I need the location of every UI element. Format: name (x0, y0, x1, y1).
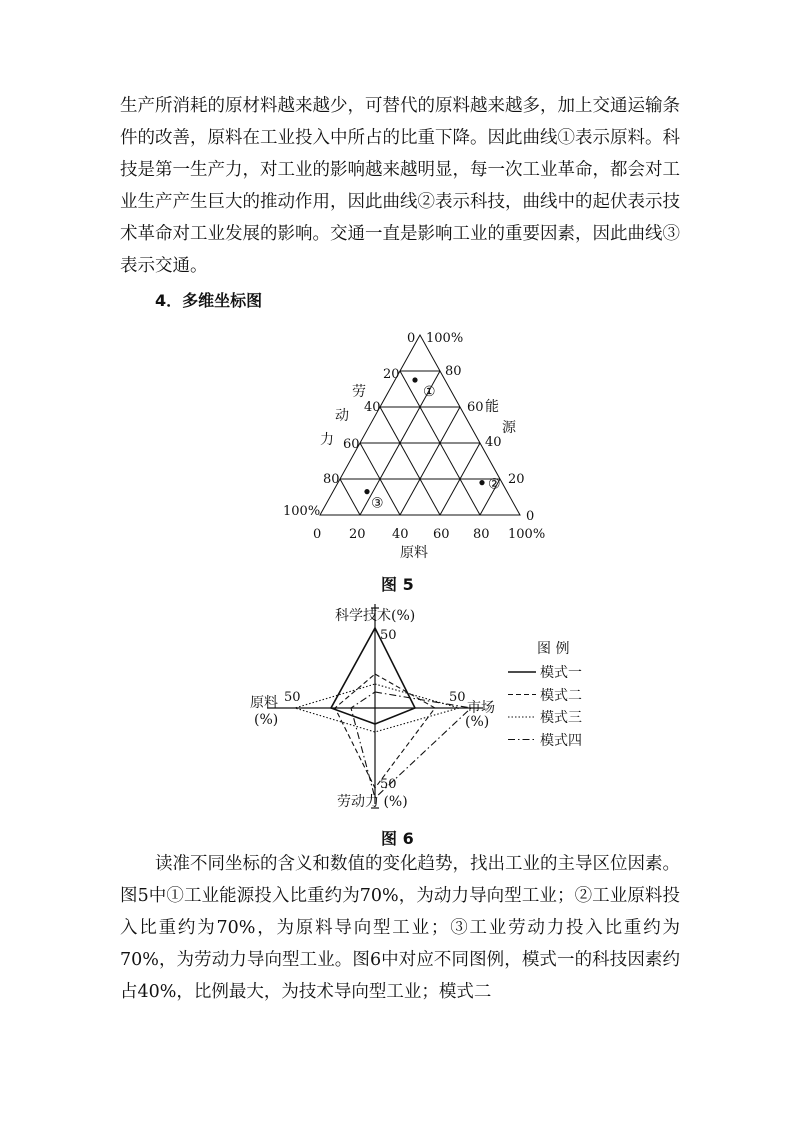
radar-axes (267, 604, 483, 808)
apex-label-100: 100% (426, 331, 464, 346)
legend-label-4: 模式四 (540, 733, 582, 749)
energy-tick-60: 60 (467, 400, 484, 415)
point-2 (479, 480, 484, 485)
point-1 (412, 377, 417, 382)
point-label-3: ③ (371, 495, 384, 512)
legend-title: 图 例 (537, 641, 570, 657)
labor-title-3: 力 (320, 432, 334, 448)
energy-title-1: 能 (485, 399, 499, 415)
axis-left-title-2: (%) (254, 712, 279, 728)
point-3 (364, 489, 369, 494)
axis-bottom-max: 50 (380, 777, 397, 792)
apex-label-zero: 0 (407, 331, 416, 346)
legend-label-2: 模式二 (540, 688, 582, 704)
raw-tick-40: 40 (392, 527, 409, 542)
energy-title-2: 源 (502, 420, 516, 436)
raw-axis-title: 原料 (400, 545, 428, 561)
point-label-2: ② (488, 476, 501, 493)
axis-bottom-title: 劳动力 (%) (337, 794, 408, 810)
raw-tick-0: 0 (313, 527, 322, 542)
axis-right-max: 50 (449, 690, 466, 705)
labor-title-1: 劳 (352, 384, 366, 400)
radar-diagram (240, 600, 610, 822)
energy-tick-40: 40 (485, 435, 502, 450)
grid-line (380, 407, 440, 515)
axis-left-title-1: 原料 (250, 695, 278, 711)
axis-right-title-2: (%) (465, 714, 490, 730)
figure-6-caption: 图 6 (381, 829, 414, 848)
paragraph-2: 读准不同坐标的含义和数值的变化趋势，找出工业的主导区位因素。图5中①工业能源投入比重约为70%，为动力导向型工业；②工业原料投入比重约为70%，为原料导向型工业；③工业劳动力投入比重约为70%，为劳动力导向型工业。图6中对应不同图例，模式一的科技因素约占40%，比例最大，为技术导向型工业；模式二 (120, 854, 680, 1002)
legend-label-3: 模式三 (540, 710, 582, 726)
figure-5-caption: 图 5 (381, 575, 414, 594)
axis-right-title-1: 市场 (467, 700, 495, 716)
legend-label-1: 模式一 (540, 665, 582, 681)
legend (508, 672, 536, 740)
labor-title-2: 动 (335, 408, 349, 424)
raw-tick-80: 80 (473, 527, 490, 542)
axis-top-max: 50 (380, 628, 397, 643)
section-heading: 4．多维坐标图 (155, 291, 263, 310)
raw-tick-60: 60 (433, 527, 450, 542)
labor-tick-20: 20 (383, 367, 400, 382)
ternary-diagram (280, 320, 560, 565)
labor-tick-40: 40 (364, 400, 381, 415)
axis-top-title: 科学技术(%) (335, 608, 416, 624)
grid-line (400, 407, 460, 515)
labor-tick-100: 100% (283, 504, 321, 519)
point-label-1: ① (423, 384, 436, 400)
raw-tick-100: 100% (508, 527, 546, 542)
paragraph-1: 生产所消耗的原材料越来越少，可替代的原料越来越多，加上交通运输条件的改善，原料在工业投入中所占的比重下降。因此曲线①表示原料。科技是第一生产力，对工业的影响越来越明显，每一次工业革命，都会对工业生产产生巨大的推动作用，因此曲线②表示科技，曲线中的起伏表示技术革命对工业发展的影响。交通一直是影响工业的重要因素，因此曲线③表示交通。 (120, 96, 680, 276)
raw-tick-20: 20 (349, 527, 366, 542)
grid-line (340, 479, 360, 515)
energy-tick-20: 20 (508, 472, 525, 487)
radar-series (295, 628, 471, 798)
energy-tick-0: 0 (526, 509, 535, 524)
energy-tick-80: 80 (445, 364, 462, 379)
labor-tick-80: 80 (323, 472, 340, 487)
labor-tick-60: 60 (343, 437, 360, 452)
axis-left-max: 50 (284, 690, 301, 705)
